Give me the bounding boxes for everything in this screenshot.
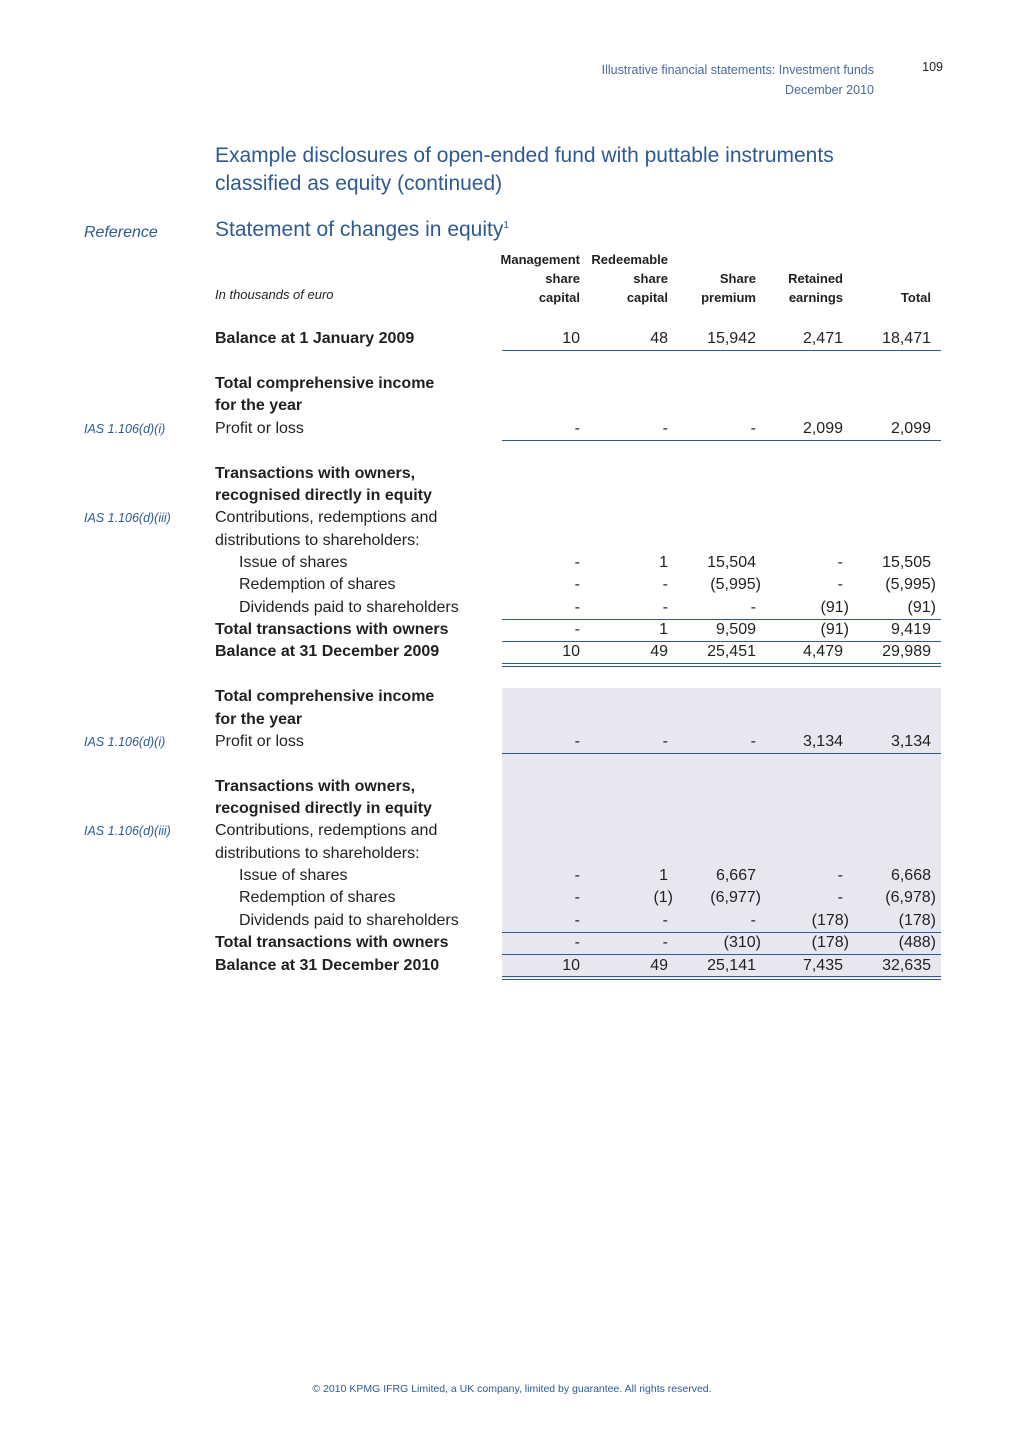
table-row	[0, 530, 1024, 552]
cell-share-premium: 25,451	[707, 643, 756, 660]
cell-total: (5,995)	[885, 576, 936, 593]
cell-share-premium: 25,141	[707, 957, 756, 974]
cell-management-share-capital: -	[574, 576, 580, 593]
cell-share-premium: -	[750, 733, 756, 750]
table-row-balance-31-dec-2009	[0, 641, 1024, 663]
cell-redeemable-share-capital: -	[662, 420, 668, 437]
double-rule-line	[502, 663, 941, 667]
cell-total: (6,978)	[885, 889, 936, 906]
cell-total: 18,471	[882, 330, 931, 347]
cell-total: 15,505	[882, 554, 931, 571]
row-label: Balance at 31 December 2010	[215, 957, 440, 974]
table-row-balance-31-dec-2010	[0, 955, 1024, 977]
statement-title-text: Statement of changes in equity	[215, 218, 504, 241]
column-header-line: share	[545, 271, 580, 286]
table-row	[0, 798, 1024, 820]
cell-share-premium: (5,995)	[710, 576, 761, 593]
table-row	[0, 373, 1024, 395]
cell-management-share-capital: -	[574, 554, 580, 571]
cell-total: (178)	[898, 912, 936, 929]
cell-management-share-capital: -	[574, 733, 580, 750]
reference-column-label: Reference	[84, 224, 158, 241]
cell-redeemable-share-capital: 49	[650, 643, 668, 660]
units-label: In thousands of euro	[215, 287, 334, 302]
cell-share-premium: -	[750, 420, 756, 437]
cell-share-premium: 15,942	[707, 330, 756, 347]
row-label: Total transactions with owners	[215, 621, 449, 638]
column-header-line: Share	[719, 271, 756, 286]
table-row	[0, 463, 1024, 485]
column-header-total	[831, 288, 931, 307]
table-row-profit-or-loss-2010	[0, 731, 1024, 753]
table-row	[0, 395, 1024, 417]
column-header-line: Redeemable	[591, 252, 668, 267]
cell-retained-earnings: (91)	[820, 599, 849, 616]
table-row-total-transactions-2009	[0, 619, 1024, 641]
cell-retained-earnings: 7,435	[802, 957, 843, 974]
ias-reference: IAS 1.106(d)(i)	[84, 422, 166, 436]
cell-share-premium: 9,509	[715, 621, 756, 638]
rule-line	[502, 440, 941, 441]
cell-retained-earnings: 4,479	[802, 643, 843, 660]
section-heading: recognised directly in equity	[215, 800, 432, 817]
section-heading: recognised directly in equity	[215, 487, 432, 504]
cell-retained-earnings: 2,471	[802, 330, 843, 347]
cell-redeemable-share-capital: -	[662, 934, 668, 951]
cell-redeemable-share-capital: 1	[659, 621, 668, 638]
column-header-line: Retained	[788, 271, 843, 286]
table-row	[0, 507, 1024, 529]
row-label: distributions to shareholders:	[215, 532, 420, 549]
cell-management-share-capital: -	[574, 621, 580, 638]
cell-redeemable-share-capital: -	[662, 733, 668, 750]
cell-total: 32,635	[882, 957, 931, 974]
row-label: Redemption of shares	[239, 576, 396, 593]
table-row-total-transactions-2010	[0, 932, 1024, 954]
cell-management-share-capital: -	[574, 420, 580, 437]
page-title	[215, 142, 935, 198]
cell-total: 29,989	[882, 643, 931, 660]
column-header-line: earnings	[788, 290, 843, 305]
column-header-management-share-capital	[480, 250, 580, 307]
cell-retained-earnings: -	[837, 554, 843, 571]
cell-retained-earnings: -	[837, 889, 843, 906]
cell-total: 6,668	[890, 867, 931, 884]
copyright-footer: © 2010 KPMG IFRG Limited, a UK company, limited by guarantee. All rights reserved.	[312, 1383, 712, 1395]
table-row	[0, 485, 1024, 507]
column-header-line: Management	[500, 252, 580, 267]
table-row-balance-1-jan-2009	[0, 328, 1024, 350]
cell-retained-earnings: (178)	[811, 912, 849, 929]
row-label: distributions to shareholders:	[215, 845, 420, 862]
cell-management-share-capital: -	[574, 599, 580, 616]
cell-retained-earnings: (178)	[811, 934, 849, 951]
table-row-dividends-paid-2010	[0, 910, 1024, 932]
cell-total: 2,099	[890, 420, 931, 437]
cell-management-share-capital: -	[574, 912, 580, 929]
table-row	[0, 843, 1024, 865]
column-header-line: share	[633, 271, 668, 286]
table-row	[0, 709, 1024, 731]
ias-reference: IAS 1.106(d)(iii)	[84, 824, 171, 838]
cell-total: 9,419	[890, 621, 931, 638]
row-label: Profit or loss	[215, 420, 304, 437]
cell-retained-earnings: 2,099	[802, 420, 843, 437]
table-row-dividends-paid-2009	[0, 597, 1024, 619]
cell-share-premium: (310)	[723, 934, 761, 951]
row-label: Balance at 31 December 2009	[215, 643, 440, 660]
page-title-line-1: Example disclosures of open-ended fund with puttable instruments	[215, 144, 834, 167]
column-header-line: premium	[701, 290, 756, 305]
running-header-title: Illustrative financial statements: Investment funds	[601, 63, 874, 77]
cell-total: (91)	[907, 599, 936, 616]
table-row-profit-or-loss-2009	[0, 418, 1024, 440]
section-heading: Total comprehensive income	[215, 688, 435, 705]
table-row	[0, 776, 1024, 798]
page-title-line-2: classified as equity (continued)	[215, 172, 503, 195]
rule-line	[502, 753, 941, 754]
cell-redeemable-share-capital: -	[662, 599, 668, 616]
cell-management-share-capital: -	[574, 934, 580, 951]
column-header-share-premium	[656, 269, 756, 307]
column-header-redeemable-share-capital	[568, 250, 668, 307]
row-label: Total transactions with owners	[215, 934, 449, 951]
row-label: Contributions, redemptions and	[215, 822, 438, 839]
column-header-line: capital	[538, 290, 580, 305]
row-label: Issue of shares	[239, 867, 348, 884]
cell-share-premium: -	[750, 599, 756, 616]
cell-share-premium: -	[750, 912, 756, 929]
row-label: Redemption of shares	[239, 889, 396, 906]
cell-total: 3,134	[890, 733, 931, 750]
cell-retained-earnings: 3,134	[802, 733, 843, 750]
section-heading: for the year	[215, 711, 303, 728]
ias-reference: IAS 1.106(d)(iii)	[84, 511, 171, 525]
cell-management-share-capital: 10	[562, 330, 580, 347]
cell-redeemable-share-capital: 1	[659, 867, 668, 884]
cell-share-premium: (6,977)	[710, 889, 761, 906]
table-row	[0, 820, 1024, 842]
cell-redeemable-share-capital: -	[662, 576, 668, 593]
cell-retained-earnings: -	[837, 867, 843, 884]
cell-management-share-capital: -	[574, 867, 580, 884]
section-heading: Total comprehensive income	[215, 375, 435, 392]
cell-total: (488)	[898, 934, 936, 951]
cell-redeemable-share-capital: 49	[650, 957, 668, 974]
cell-share-premium: 6,667	[715, 867, 756, 884]
table-row-issue-of-shares-2010	[0, 865, 1024, 887]
cell-redeemable-share-capital: 1	[659, 554, 668, 571]
cell-redeemable-share-capital: (1)	[653, 889, 673, 906]
statement-title	[215, 218, 509, 242]
row-label: Dividends paid to shareholders	[239, 599, 459, 616]
column-header-retained-earnings	[743, 269, 843, 307]
double-rule-line	[502, 976, 941, 980]
table-row-issue-of-shares-2009	[0, 552, 1024, 574]
section-heading: Transactions with owners,	[215, 465, 416, 482]
page-number: 109	[922, 60, 943, 74]
cell-retained-earnings: (91)	[820, 621, 849, 638]
section-heading: Transactions with owners,	[215, 778, 416, 795]
row-label: Contributions, redemptions and	[215, 509, 438, 526]
cell-redeemable-share-capital: -	[662, 912, 668, 929]
row-label: Issue of shares	[239, 554, 348, 571]
cell-share-premium: 15,504	[707, 554, 756, 571]
section-heading: for the year	[215, 397, 303, 414]
cell-management-share-capital: -	[574, 889, 580, 906]
running-header-date: December 2010	[785, 83, 874, 97]
row-label: Profit or loss	[215, 733, 304, 750]
cell-management-share-capital: 10	[562, 643, 580, 660]
row-label: Balance at 1 January 2009	[215, 330, 415, 347]
row-label: Dividends paid to shareholders	[239, 912, 459, 929]
running-header	[560, 60, 874, 100]
ias-reference: IAS 1.106(d)(i)	[84, 735, 166, 749]
column-header-line: Total	[900, 290, 931, 305]
cell-management-share-capital: 10	[562, 957, 580, 974]
table-row-redemption-of-shares-2009	[0, 574, 1024, 596]
cell-redeemable-share-capital: 48	[650, 330, 668, 347]
rule-line	[502, 350, 941, 351]
table-row-redemption-of-shares-2010	[0, 887, 1024, 909]
statement-footnote-marker: 1	[503, 220, 509, 231]
column-header-line: capital	[626, 290, 668, 305]
cell-retained-earnings: -	[837, 576, 843, 593]
table-row	[0, 686, 1024, 708]
